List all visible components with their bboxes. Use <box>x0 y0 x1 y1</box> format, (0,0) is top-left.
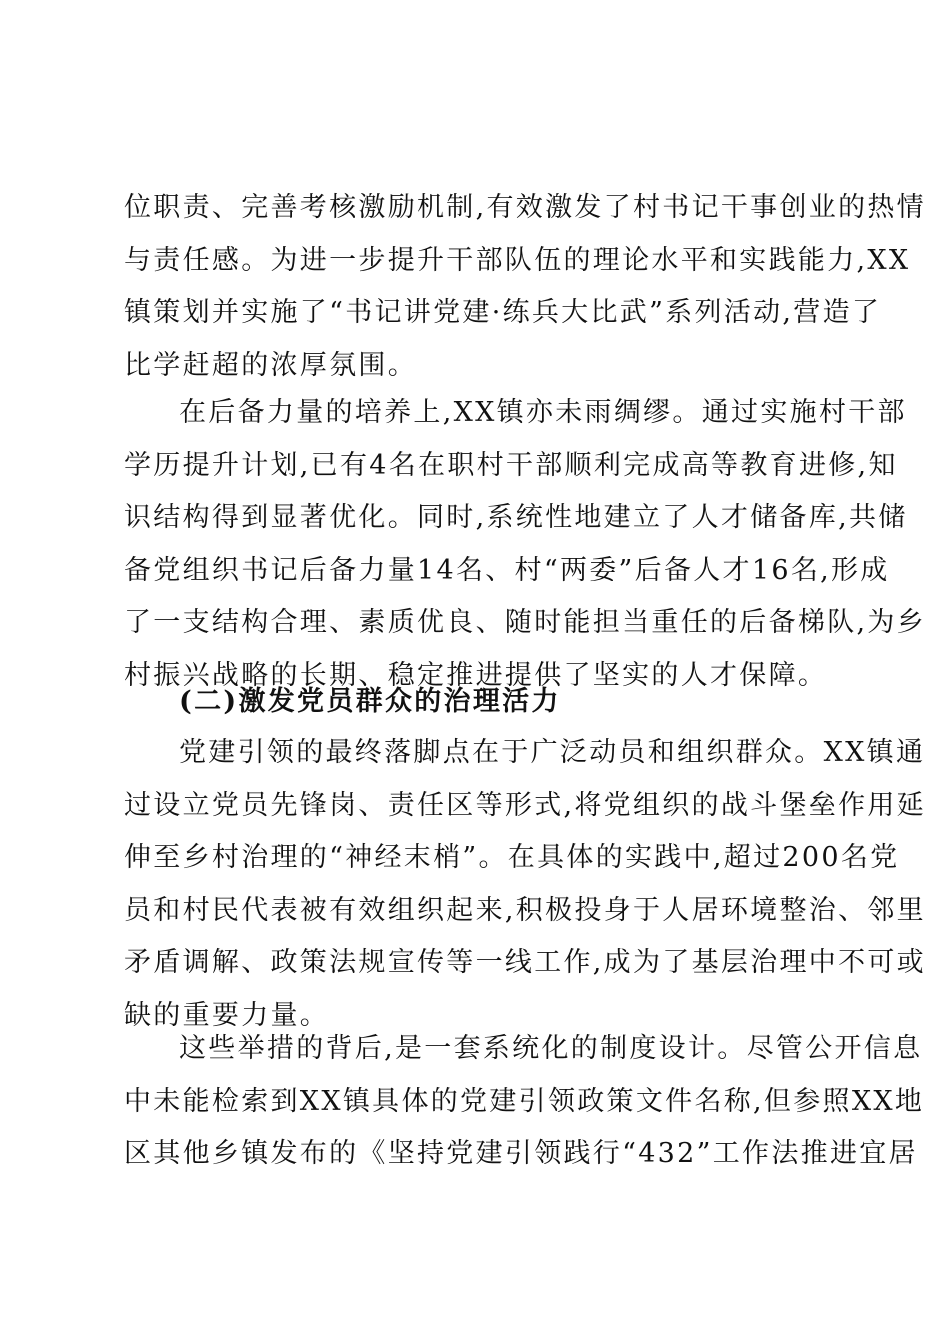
paragraph-2-line: 识结构得到显著优化。同时,系统性地建立了人才储备库,共储 <box>124 502 908 534</box>
paragraph-3 <box>124 727 926 1043</box>
paragraph-2-line: 了一支结构合理、素质优良、随时能担当重任的后备梯队,为乡 <box>124 607 926 639</box>
paragraph-3-line: 缺的重要力量。 <box>124 999 330 1031</box>
paragraph-4-line: 区其他乡镇发布的《坚持党建引领践行“432”工作法推进宜居 <box>124 1138 918 1170</box>
paragraph-4-line: 中未能检索到XX镇具体的党建引领政策文件名称,但参照XX地 <box>124 1085 925 1117</box>
paragraph-1-line: 比学赶超的浓厚氛围。 <box>124 349 417 381</box>
paragraph-1 <box>124 182 926 392</box>
section-heading-text: (二)激发党员群众的治理活力 <box>179 686 561 717</box>
section-heading <box>124 676 834 729</box>
paragraph-3-line: 矛盾调解、政策法规宣传等一线工作,成为了基层治理中不可或 <box>124 947 926 979</box>
paragraph-2-line: 学历提升计划,已有4名在职村干部顺利完成高等教育进修,知 <box>124 449 898 481</box>
paragraph-2-line: 备党组织书记后备力量14名、村“两委”后备人才16名,形成 <box>124 554 890 586</box>
paragraph-2-line: 在后备力量的培养上,XX镇亦未雨绸缪。通过实施村干部 <box>179 397 907 428</box>
paragraph-3-line: 员和村民代表被有效组织起来,积极投身于人居环境整治、邻里 <box>124 894 926 926</box>
paragraph-4-line: 这些举措的背后,是一套系统化的制度设计。尽管公开信息 <box>179 1033 923 1064</box>
paragraph-3-line: 伸至乡村治理的“神经末梢”。在具体的实践中,超过200名党 <box>124 842 900 874</box>
paragraph-1-line: 位职责、完善考核激励机制,有效激发了村书记干事创业的热情 <box>124 192 926 223</box>
paragraph-3-line: 党建引领的最终落脚点在于广泛动员和组织群众。XX镇通 <box>179 737 926 768</box>
paragraph-3-line: 过设立党员先锋岗、责任区等形式,将党组织的战斗堡垒作用延 <box>124 789 926 821</box>
paragraph-2 <box>124 387 926 703</box>
paragraph-4 <box>124 1023 925 1181</box>
paragraph-2-line: 村振兴战略的长期、稳定推进提供了坚实的人才保障。 <box>124 659 828 691</box>
paragraph-1-line: 镇策划并实施了“书记讲党建·练兵大比武”系列活动,营造了 <box>124 297 882 329</box>
paragraph-1-line: 与责任感。为进一步提升干部队伍的理论水平和实践能力,XX <box>124 244 911 276</box>
